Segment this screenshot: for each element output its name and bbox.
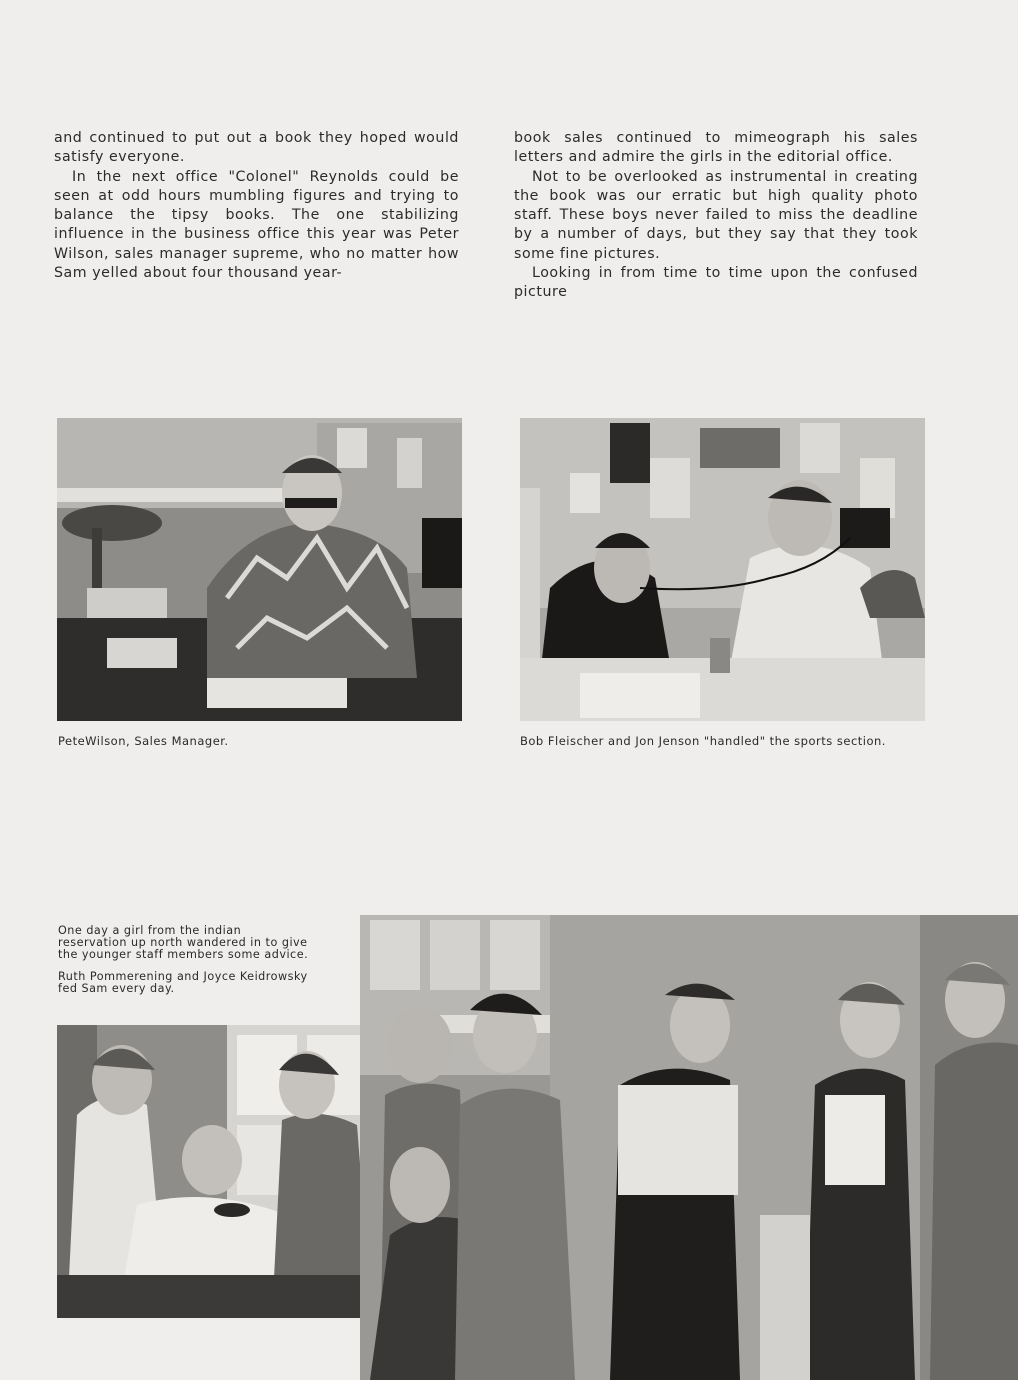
photo-pete-wilson [57, 418, 462, 721]
paragraph: book sales continued to mimeograph his sales letters and admire the girls in the editorial office. [514, 130, 918, 166]
caption-fed-sam: Ruth Pommerening and Joyce Keidrowsky fed Sam every day. [58, 970, 308, 996]
photo-fed-sam [57, 1025, 378, 1318]
paragraph: and continued to put out a book they hoped would satisfy everyone. [54, 130, 459, 166]
caption-block-bottom-left [58, 925, 311, 995]
text-column-left [54, 129, 459, 283]
photo-group-women [360, 915, 1018, 1380]
photo-sports-section [520, 418, 925, 721]
caption-sports-section: Bob Fleischer and Jon Jenson "handled" the sports section. [520, 734, 886, 748]
caption-pete-wilson: PeteWilson, Sales Manager. [58, 734, 229, 748]
paragraph: Not to be overlooked as instrumental in creating the book was our erratic but high quality photo staff. These boys never failed to miss the deadline by a number of days, but they say that they took some fine pictures. [514, 168, 918, 262]
paragraph: Looking in from time to time upon the confused picture [514, 265, 918, 301]
paragraph: In the next office "Colonel" Reynolds could be seen at odd hours mumbling figures and trying to balance the tipsy books. The one stabilizing influence in the business office this year was Peter Wilson, sales manager supreme, who no matter how Sam yelled about four thousand year- [54, 168, 459, 282]
caption-reservation: One day a girl from the indian reservation up north wandered in to give the younger staff members some advice. [58, 924, 309, 961]
text-column-right [514, 129, 918, 303]
